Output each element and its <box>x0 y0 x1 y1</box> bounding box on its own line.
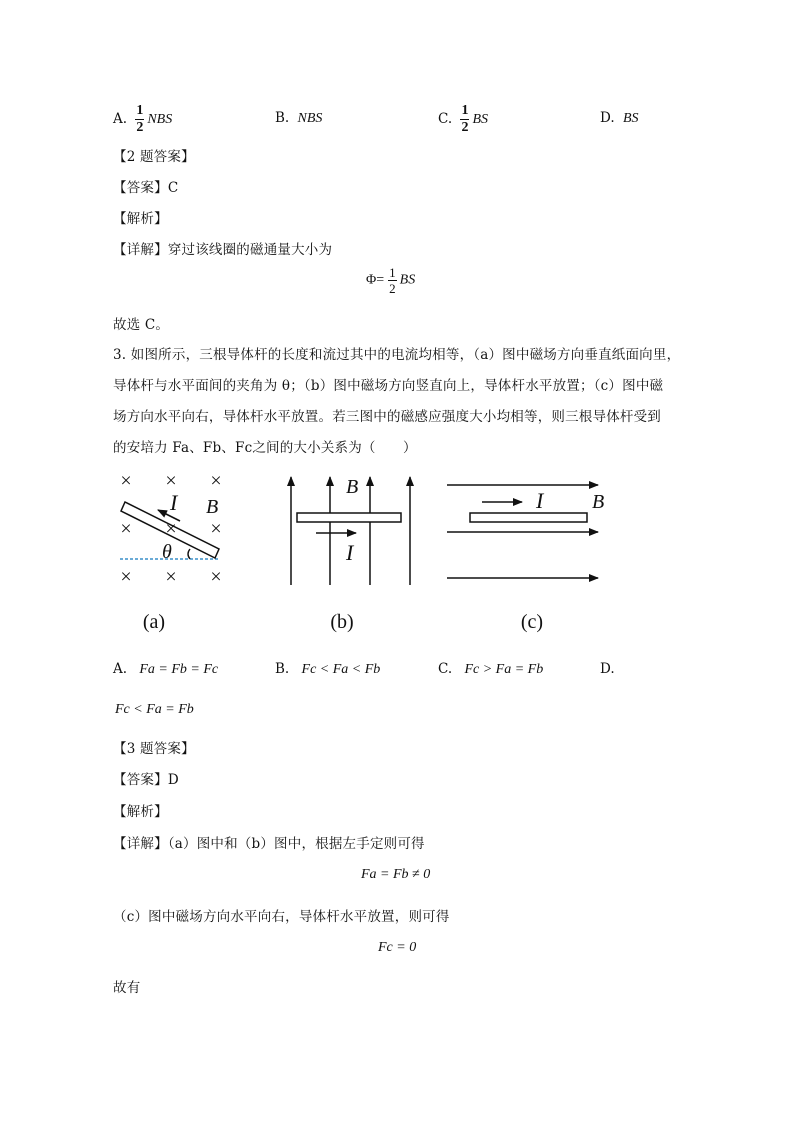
q3-stem-line-1: 3. 如图所示，三根导体杆的长度和流过其中的电流均相等，（a）图中磁场方向垂直纸面向里， <box>113 347 681 363</box>
figure-a <box>120 470 222 633</box>
option-expr: BS <box>622 111 639 126</box>
detail-label: 【详解】 <box>113 836 168 852</box>
q3-figures <box>0 465 794 665</box>
formula-rhs: BS <box>399 272 416 288</box>
detail-label: 【详解】 <box>113 242 168 258</box>
formula-lhs: Φ= <box>366 272 385 288</box>
answer-value: D <box>167 772 179 788</box>
q3-stem-line-3: 场方向水平向右，导体杆水平放置。若三图中的磁感应强度大小均相等，则三根导体杆受到 <box>113 409 661 425</box>
caption-c: (c) <box>520 611 544 633</box>
cross-mark: × <box>120 518 132 540</box>
cross-mark: × <box>210 470 222 492</box>
detail-text: （a）图中和（b）图中，根据左手定则可得 <box>167 836 425 852</box>
cross-mark: × <box>120 566 132 588</box>
answer-value: C <box>167 180 179 196</box>
label-I: I <box>536 488 544 513</box>
option-expr: Fc > Fa = Fb <box>464 662 544 677</box>
answer-label: 【答案】 <box>113 180 168 196</box>
caption-a: (a) <box>142 611 166 633</box>
caption-b: (b) <box>330 611 354 633</box>
option-letter: C. <box>438 661 453 677</box>
q3-conclusion: 故有 <box>113 980 141 996</box>
q3-analysis-label: 【解析】 <box>113 804 168 820</box>
fraction: $\frac{1}{2}$ <box>136 103 144 135</box>
option-letter: B. <box>275 110 290 126</box>
cross-mark: × <box>165 518 177 540</box>
q2-option-c <box>438 104 488 135</box>
label-B: B <box>346 476 359 498</box>
q2-conclusion: 故选 C。 <box>113 317 170 333</box>
option-letter: C. <box>438 111 453 127</box>
label-I: I <box>170 490 178 515</box>
figure-b <box>291 476 410 633</box>
option-letter: A. <box>113 111 128 127</box>
q3-option-d-expr: Fc < Fa = Fb <box>115 702 194 717</box>
fraction: $\frac{1}{2}$ <box>461 103 469 135</box>
q2-option-d <box>600 110 639 127</box>
q3-formula-2: Fc = 0 <box>378 940 417 955</box>
option-expr: Fa = Fb = Fc <box>139 662 219 677</box>
q2-answer <box>113 176 178 196</box>
fraction: $\frac{1}{2}$ <box>389 265 396 296</box>
q3-detail <box>113 832 425 852</box>
option-letter: D. <box>600 110 615 126</box>
option-expr: Fc < Fa < Fb <box>301 662 381 677</box>
label-I: I <box>346 540 354 565</box>
q2-analysis-label: 【解析】 <box>113 211 168 227</box>
cross-mark: × <box>210 566 222 588</box>
q2-formula <box>366 266 415 295</box>
q3-option-b <box>275 661 380 678</box>
option-expr: NBS <box>297 111 323 126</box>
answer-label: 【答案】 <box>113 772 168 788</box>
option-expr: NBS <box>147 112 173 127</box>
q3-formula-1: Fa = Fb ≠ 0 <box>361 867 431 882</box>
q3-stem-line-2: 导体杆与水平面间的夹角为 θ；（b）图中磁场方向竖直向上，导体杆水平放置；（c）图中磁 <box>113 378 664 394</box>
angle-arc <box>188 549 190 559</box>
q3-option-a <box>113 661 218 678</box>
cross-mark: × <box>165 566 177 588</box>
cross-mark: × <box>165 470 177 492</box>
figure-c <box>447 485 604 633</box>
label-B: B <box>592 491 605 513</box>
label-B: B <box>206 496 219 518</box>
conductor-rod-c <box>470 513 587 522</box>
q2-detail <box>113 238 332 258</box>
option-letter: A. <box>113 661 128 677</box>
q3-section-label: 【3 题答案】 <box>113 741 195 757</box>
detail-text: 穿过该线圈的磁通量大小为 <box>167 242 333 258</box>
q3-detail-2: （c）图中磁场方向水平向右，导体杆水平放置，则可得 <box>113 909 450 925</box>
label-theta: θ <box>162 541 172 563</box>
option-expr: BS <box>472 112 488 127</box>
q2-section-label: 【2 题答案】 <box>113 149 195 165</box>
q3-answer <box>113 768 179 788</box>
conductor-rod-b <box>297 513 401 522</box>
cross-mark: × <box>120 470 132 492</box>
q2-option-a <box>113 104 172 135</box>
q2-option-b <box>275 110 322 127</box>
q3-stem-line-4: 的安培力 Fa、Fb、Fc之间的大小关系为（ ） <box>113 440 417 456</box>
cross-mark: × <box>210 518 222 540</box>
q3-option-d-letter: D. <box>600 661 615 677</box>
option-letter: B. <box>275 661 290 677</box>
q3-option-c <box>438 661 543 678</box>
